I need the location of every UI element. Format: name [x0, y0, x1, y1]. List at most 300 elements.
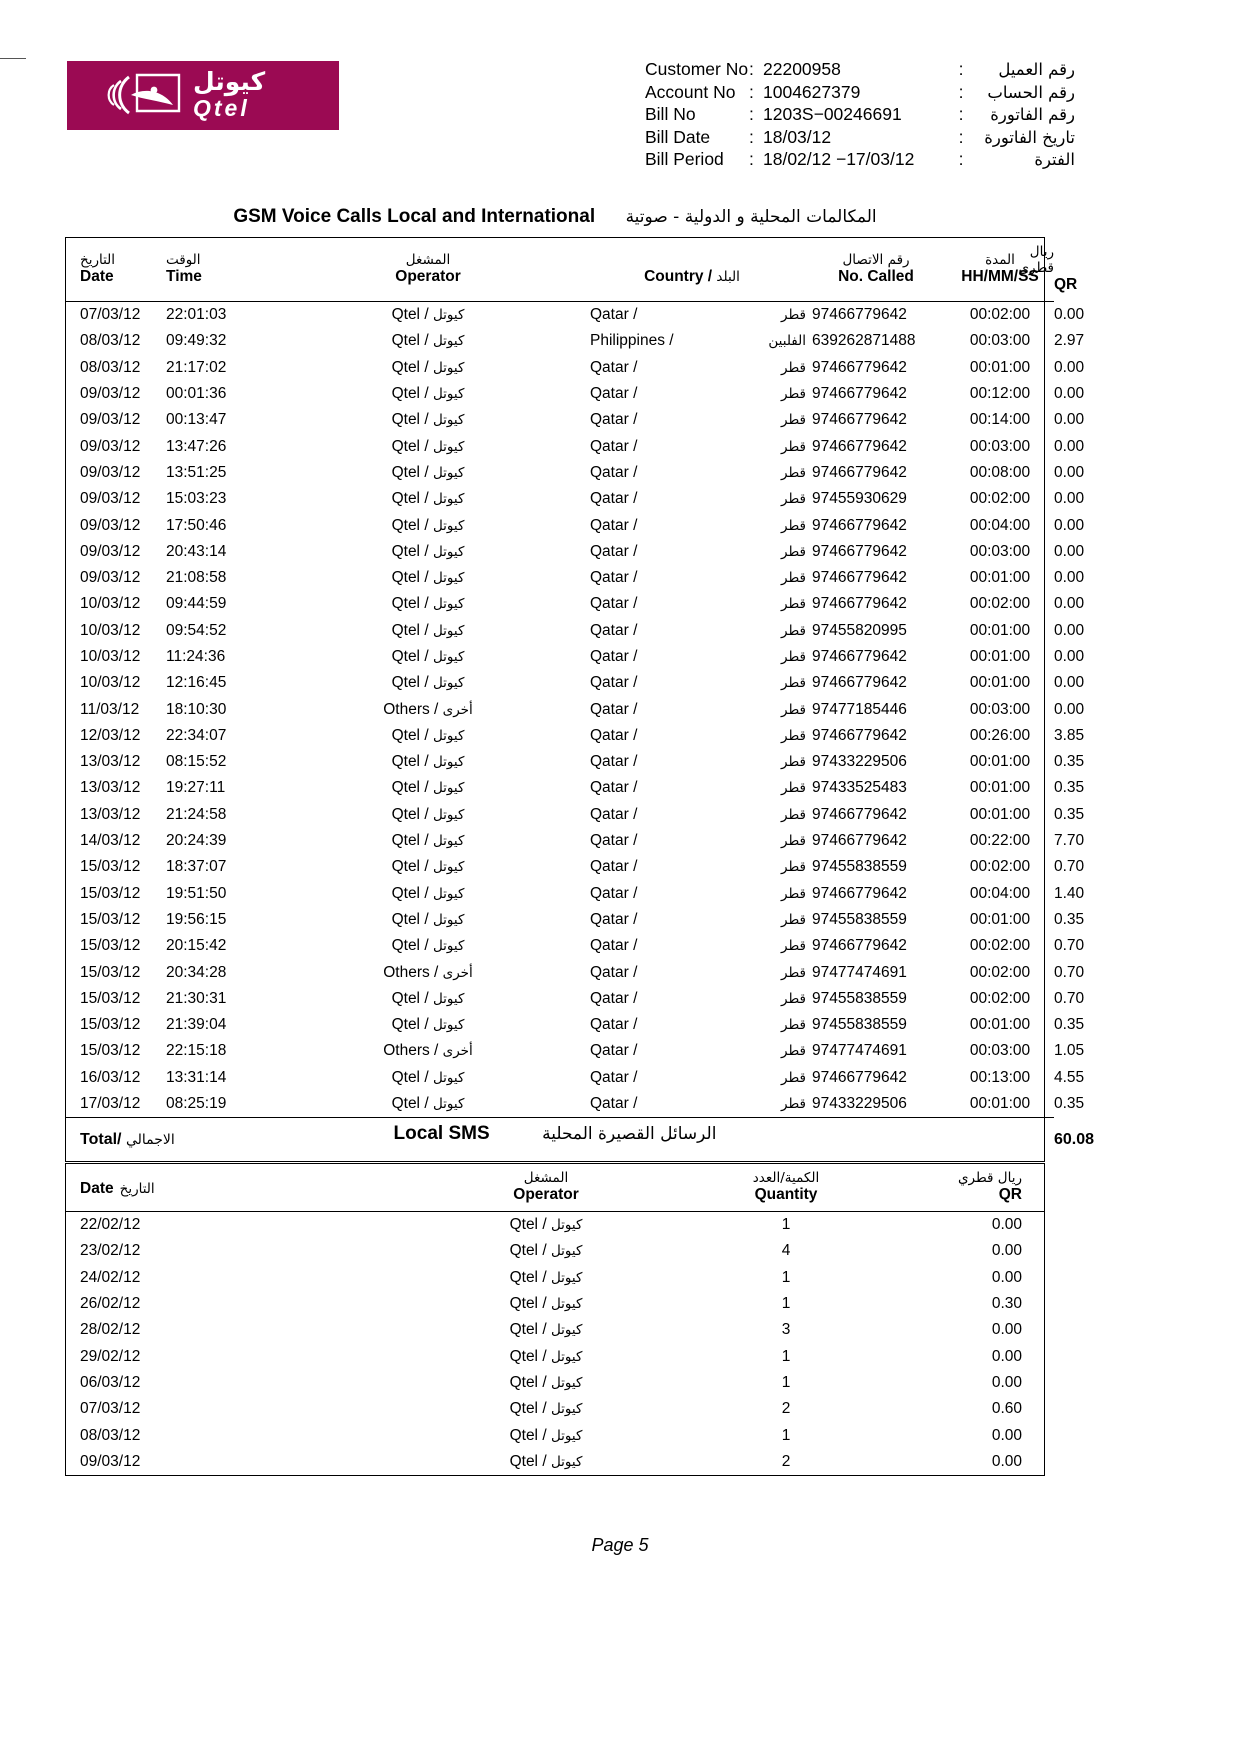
cell-duration: 00:01:00: [969, 779, 1031, 797]
cell-country-arabic: قطر: [781, 386, 806, 403]
meta-label-arabic: رقم العميل: [998, 60, 1075, 79]
sms-col-operator-english: Operator: [513, 1186, 579, 1203]
cell-duration: 00:01:00: [969, 1095, 1031, 1113]
cell-number-called: 97455838559: [812, 910, 907, 928]
cell-quantity: 3: [781, 1321, 791, 1339]
cell-date: 10/03/12: [80, 674, 141, 692]
cell-operator: Others / أخرى: [383, 1042, 473, 1060]
cell-country-arabic: قطر: [781, 438, 806, 455]
table-row: [66, 1265, 1044, 1291]
cell-country: Qatar /: [590, 989, 638, 1007]
sms-col-quantity-arabic: الكمية/العدد: [752, 1170, 820, 1186]
cell-country: Qatar /: [590, 411, 638, 429]
cell-duration: 00:01:00: [969, 805, 1031, 823]
meta-colon: :: [749, 81, 754, 102]
cell-duration: 00:01:00: [969, 621, 1031, 639]
sms-title-english: Local SMS: [393, 1123, 490, 1144]
qtel-logo-latin: Qtel: [193, 95, 250, 121]
cell-date: 15/03/12: [80, 989, 141, 1007]
cell-operator: Qtel / كيوتل: [391, 385, 465, 403]
sms-table-head: [66, 1164, 1044, 1212]
cell-time: 13:31:14: [166, 1068, 227, 1086]
col-country-arabic: البلد: [716, 269, 740, 285]
table-row: [66, 1291, 1044, 1317]
voice-section-title: [65, 206, 1045, 228]
sms-section-title: [65, 1123, 1045, 1145]
cell-date: 15/03/12: [80, 884, 141, 902]
cell-country: Qatar /: [590, 674, 638, 692]
cell-country-arabic: قطر: [781, 1017, 806, 1034]
cell-country-arabic: قطر: [781, 990, 806, 1007]
meta-label: Customer No: [645, 59, 749, 79]
cell-operator: Qtel / كيوتل: [509, 1426, 583, 1444]
cell-quantity: 1: [781, 1268, 791, 1286]
cell-duration: 00:14:00: [969, 411, 1031, 429]
cell-number-called: 97455930629: [812, 490, 907, 508]
col-number-called-english: No. Called: [838, 268, 914, 285]
cell-duration: 00:22:00: [969, 832, 1031, 850]
cell-country: Qatar /: [590, 910, 638, 928]
cell-country-arabic: قطر: [781, 833, 806, 850]
cell-country: Qatar /: [590, 358, 638, 376]
cell-duration: 00:02:00: [969, 989, 1031, 1007]
cell-country-arabic: قطر: [781, 596, 806, 613]
table-row: 15/03/12 21:39:04 Qtel / كيوتل Qatar / قطر 97455838559 00:01:00 0.35: [66, 1012, 1054, 1038]
meta-label: Bill Date: [645, 126, 711, 147]
cell-country: Qatar /: [590, 700, 638, 718]
cell-time: 18:10:30: [166, 700, 227, 718]
cell-date: 09/03/12: [80, 463, 141, 481]
sms-col-operator-arabic: المشغل: [523, 1170, 569, 1186]
cell-quantity: 2: [781, 1400, 791, 1418]
cell-duration: 00:03:00: [969, 1042, 1031, 1060]
cell-number-called: 97466779642: [812, 569, 907, 587]
cell-number-called: 97466779642: [812, 726, 907, 744]
meta-label-arabic: رقم الفاتورة: [990, 105, 1075, 124]
table-row: 10/03/12 09:54:52 Qtel / كيوتل Qatar / قطر 97455820995 00:01:00 0.00: [66, 618, 1054, 644]
col-number-called-arabic: رقم الاتصال: [842, 252, 910, 268]
sms-col-date-english: Date: [80, 1180, 114, 1197]
table-row: 13/03/12 08:15:52 Qtel / كيوتل Qatar / قطر 97433229506 00:01:00 0.35: [66, 749, 1054, 775]
table-row: 08/03/12 09:49:32 Qtel / كيوتل Philippines / الفلبين 639262871488 00:03:00 2.97: [66, 328, 1054, 354]
cell-number-called: 97477474691: [812, 1042, 907, 1060]
cell-time: 19:56:15: [166, 910, 227, 928]
cell-time: 11:24:36: [166, 648, 226, 665]
table-row: 15/03/12 19:51:50 Qtel / كيوتل Qatar / قطر 97466779642 00:04:00 1.40: [66, 881, 1054, 907]
cell-duration: 00:01:00: [969, 674, 1031, 692]
cell-duration: 00:03:00: [969, 700, 1031, 718]
cell-country-arabic: قطر: [781, 675, 806, 692]
cell-date: 26/02/12: [80, 1295, 141, 1313]
cell-date: 15/03/12: [80, 963, 141, 981]
cell-quantity: 1: [781, 1373, 791, 1391]
cell-time: 22:15:18: [166, 1042, 227, 1060]
cell-country: Qatar /: [590, 648, 638, 665]
cell-date: 09/03/12: [80, 542, 141, 560]
cell-date: 09/03/12: [80, 569, 141, 587]
cell-duration: 00:26:00: [969, 726, 1031, 744]
cell-duration: 00:02:00: [969, 490, 1031, 508]
table-row: 09/03/12 21:08:58 Qtel / كيوتل Qatar / قطر 97466779642 00:01:00 0.00: [66, 565, 1054, 591]
cell-country-arabic: قطر: [781, 307, 806, 324]
cell-operator: Qtel / كيوتل: [391, 989, 465, 1007]
col-date-english: Date: [80, 268, 114, 285]
cell-operator: Qtel / كيوتل: [391, 832, 465, 850]
cell-country-arabic: قطر: [781, 964, 806, 981]
cell-time: 20:24:39: [166, 832, 227, 850]
table-row: 10/03/12 11:24:36 Qtel / كيوتل Qatar / قطر 97466779642 00:01:00 0.00: [66, 644, 1054, 670]
table-row: 07/03/12 22:01:03 Qtel / كيوتل Qatar / قطر 97466779642 00:02:00 0.00: [66, 302, 1054, 329]
cell-quantity: 1: [781, 1347, 791, 1365]
cell-operator: Qtel / كيوتل: [391, 621, 465, 639]
meta-colon-arabic: :: [958, 81, 964, 102]
cell-operator: Others / أخرى: [383, 963, 473, 981]
col-time: [166, 238, 278, 301]
table-row: [66, 1343, 1044, 1369]
col-country-english: Country: [644, 268, 704, 285]
voice-total-label-arabic: الاجمالي: [125, 1131, 175, 1148]
cell-time: 20:43:14: [166, 542, 227, 560]
cell-operator: Qtel / كيوتل: [391, 358, 465, 376]
meta-value: 1203S−00246691: [763, 104, 902, 124]
table-row: 15/03/12 21:30:31 Qtel / كيوتل Qatar / قطر 97455838559 00:02:00 0.70: [66, 986, 1054, 1012]
col-operator: [278, 238, 578, 301]
col-date-arabic: التاريخ: [80, 252, 116, 268]
cell-country: Qatar /: [590, 937, 638, 955]
cell-operator: Qtel / كيوتل: [509, 1373, 583, 1391]
cell-country-arabic: قطر: [781, 1069, 806, 1086]
cell-date: 22/02/12: [80, 1216, 141, 1234]
sms-col-qr-english: QR: [998, 1186, 1022, 1203]
cell-number-called: 97455838559: [812, 858, 907, 876]
col-date: [66, 238, 166, 301]
cell-duration: 00:03:00: [969, 332, 1031, 350]
bill-header: [0, 0, 1240, 185]
cell-country-arabic: قطر: [781, 1043, 806, 1060]
cell-quantity: 1: [781, 1295, 791, 1313]
cell-qr: 0.60: [991, 1400, 1022, 1418]
cell-date: 28/02/12: [80, 1321, 141, 1339]
cell-operator: Qtel / كيوتل: [509, 1321, 583, 1339]
cell-number-called: 97466779642: [812, 937, 907, 955]
cell-country: Qatar /: [590, 569, 638, 587]
table-row: [66, 1238, 1044, 1264]
cell-quantity: 2: [781, 1452, 791, 1470]
table-row: 08/03/12 21:17:02 Qtel / كيوتل Qatar / قطر 97466779642 00:01:00 0.00: [66, 355, 1054, 381]
table-row: [66, 1422, 1044, 1448]
cell-date: 17/03/12: [80, 1095, 141, 1113]
table-row: 15/03/12 19:56:15 Qtel / كيوتل Qatar / قطر 97455838559 00:01:00 0.35: [66, 907, 1054, 933]
table-row: 15/03/12 18:37:07 Qtel / كيوتل Qatar / قطر 97455838559 00:02:00 0.70: [66, 854, 1054, 880]
cell-duration: 00:04:00: [969, 884, 1031, 902]
cell-time: 21:24:58: [166, 805, 227, 823]
cell-duration: 00:02:00: [969, 963, 1031, 981]
cell-date: 10/03/12: [80, 595, 141, 613]
cell-number-called: 97466779642: [812, 437, 907, 455]
cell-time: 09:54:52: [166, 621, 227, 639]
cell-quantity: 4: [781, 1242, 791, 1260]
cell-quantity: 1: [781, 1216, 791, 1234]
cell-date: 14/03/12: [80, 832, 141, 850]
cell-time: 13:51:25: [166, 463, 227, 481]
qtel-logo-arabic: كيوتل: [193, 67, 266, 96]
meta-value: 1004627379: [763, 81, 861, 102]
voice-table-head: [66, 238, 1078, 302]
cell-qr: 0.00: [991, 1347, 1022, 1365]
cell-qr: 0.00: [991, 1321, 1022, 1339]
cell-qr: 0.00: [991, 1268, 1022, 1286]
cell-date: 29/02/12: [80, 1347, 141, 1365]
cell-duration: 00:01:00: [969, 648, 1031, 665]
cell-duration: 00:13:00: [969, 1068, 1031, 1086]
meta-colon-arabic: :: [958, 59, 964, 79]
meta-row-bill-date: [645, 126, 1075, 149]
cell-time: 00:13:47: [166, 411, 227, 429]
cell-date: 13/03/12: [80, 753, 141, 771]
cell-operator: Qtel / كيوتل: [391, 332, 465, 350]
cell-country: Qatar /: [590, 726, 638, 744]
voice-calls-table: [65, 237, 1095, 1162]
sms-header-row: [66, 1164, 1044, 1211]
cell-date: 09/03/12: [80, 490, 141, 508]
cell-operator: Qtel / كيوتل: [391, 569, 465, 587]
cell-number-called: 97466779642: [812, 648, 907, 665]
cell-country-arabic: قطر: [781, 649, 806, 665]
cell-operator: Qtel / كيوتل: [391, 884, 465, 902]
cell-operator: Qtel / كيوتل: [509, 1268, 583, 1286]
cell-time: 08:25:19: [166, 1095, 227, 1113]
cell-country: Qatar /: [590, 1042, 638, 1060]
cell-time: 18:37:07: [166, 858, 227, 876]
cell-time: 19:51:50: [166, 884, 227, 902]
cell-date: 23/02/12: [80, 1242, 141, 1260]
table-row: 13/03/12 21:24:58 Qtel / كيوتل Qatar / قطر 97466779642 00:01:00 0.35: [66, 802, 1054, 828]
sms-col-operator: [396, 1164, 696, 1211]
cell-date: 08/03/12: [80, 1426, 141, 1444]
cell-date: 15/03/12: [80, 1042, 141, 1060]
cell-duration: 00:02:00: [969, 306, 1031, 324]
cell-date: 09/03/12: [80, 411, 141, 429]
cell-operator: Qtel / كيوتل: [391, 937, 465, 955]
cell-date: 11/03/12: [80, 700, 140, 718]
cell-country-arabic: قطر: [781, 780, 806, 797]
cell-operator: Qtel / كيوتل: [391, 1016, 465, 1034]
sms-col-quantity: [696, 1164, 876, 1211]
cell-date: 15/03/12: [80, 1016, 141, 1034]
cell-country-arabic: الفلبين: [768, 333, 806, 350]
col-duration-english: HH/MM/SS: [961, 268, 1039, 285]
cell-date: 15/03/12: [80, 910, 141, 928]
meta-row-bill-no: [645, 103, 1075, 126]
cell-operator: Qtel / كيوتل: [391, 779, 465, 797]
voice-header-row: التاريخ Date الوقت Time المشغل Operator Country / البلد رقم الاتصال No. Called المدة HH/MM/SS ريال قطري QR: [66, 238, 1054, 301]
cell-number-called: 97466779642: [812, 358, 907, 376]
cell-country: Qatar /: [590, 1095, 638, 1113]
cell-time: 13:47:26: [166, 437, 227, 455]
cell-country: Qatar /: [590, 385, 638, 403]
cell-time: 09:44:59: [166, 595, 227, 613]
cell-country: Qatar /: [590, 542, 638, 560]
cell-operator: Qtel / كيوتل: [391, 910, 465, 928]
voice-total-label-english: Total/: [80, 1130, 122, 1148]
sms-col-qr-arabic: ريال قطري: [957, 1170, 1022, 1186]
table-row: 15/03/12 20:34:28 Others / أخرى Qatar / قطر 97477474691 00:02:00 0.70: [66, 959, 1054, 985]
cell-operator: Qtel / كيوتل: [391, 1095, 465, 1113]
cell-date: 15/03/12: [80, 937, 141, 955]
cell-country-arabic: قطر: [781, 570, 806, 587]
cell-time: 20:15:42: [166, 937, 227, 955]
cell-country-arabic: قطر: [781, 491, 806, 508]
cell-qr: 0.30: [991, 1295, 1022, 1313]
table-row: 09/03/12 17:50:46 Qtel / كيوتل Qatar / قطر 97466779642 00:04:00 0.00: [66, 512, 1054, 538]
cell-duration: 00:02:00: [969, 858, 1031, 876]
cell-date: 09/03/12: [80, 385, 141, 403]
cell-operator: Qtel / كيوتل: [391, 595, 465, 613]
table-row: 10/03/12 09:44:59 Qtel / كيوتل Qatar / قطر 97466779642 00:02:00 0.00: [66, 591, 1054, 617]
cell-date: 13/03/12: [80, 779, 141, 797]
cell-country-arabic: قطر: [781, 412, 806, 429]
cell-date: 09/03/12: [80, 437, 141, 455]
meta-colon: :: [749, 149, 754, 169]
page-footer: Page 5: [591, 1535, 649, 1555]
cell-time: 08:15:52: [166, 753, 227, 771]
sms-col-qr: [876, 1164, 1044, 1211]
cell-country: Qatar /: [590, 463, 638, 481]
cell-duration: 00:12:00: [969, 385, 1031, 403]
cell-country-arabic: قطر: [781, 859, 806, 876]
cell-country: Qatar /: [590, 753, 638, 771]
cell-number-called: 97433525483: [812, 779, 907, 797]
cell-number-called: 97466779642: [812, 884, 907, 902]
cell-operator: Qtel / كيوتل: [509, 1347, 583, 1365]
cell-duration: 00:03:00: [969, 542, 1031, 560]
cell-number-called: 97433229506: [812, 1095, 907, 1113]
cell-country-arabic: قطر: [781, 622, 806, 639]
cell-number-called: 97455838559: [812, 1016, 907, 1034]
cell-operator: Qtel / كيوتل: [391, 516, 465, 534]
cell-date: 10/03/12: [80, 648, 141, 665]
cell-country-arabic: قطر: [781, 464, 806, 481]
meta-label-arabic: تاريخ الفاتورة: [984, 127, 1075, 147]
cell-number-called: 97466779642: [812, 674, 907, 692]
cell-number-called: 97466779642: [812, 516, 907, 534]
table-row: 09/03/12 13:51:25 Qtel / كيوتل Qatar / قطر 97466779642 00:08:00 0.00: [66, 460, 1054, 486]
cell-duration: 00:04:00: [969, 516, 1031, 534]
cell-number-called: 97477474691: [812, 963, 907, 981]
table-row: 15/03/12 20:15:42 Qtel / كيوتل Qatar / قطر 97466779642 00:02:00 0.70: [66, 933, 1054, 959]
cell-country: Qatar /: [590, 832, 638, 850]
cell-country: Qatar /: [590, 306, 638, 324]
cell-country: Qatar /: [590, 858, 638, 876]
cell-operator: Qtel / كيوتل: [391, 490, 465, 508]
cell-number-called: 97466779642: [812, 411, 907, 429]
sms-col-date-arabic: التاريخ: [119, 1181, 155, 1197]
cell-country: Qatar /: [590, 1068, 638, 1086]
sms-table-body: [66, 1212, 1044, 1475]
table-row: 13/03/12 19:27:11 Qtel / كيوتل Qatar / قطر 97433525483 00:01:00 0.35: [66, 775, 1054, 801]
cell-country-arabic: قطر: [781, 938, 806, 955]
cell-date: 06/03/12: [80, 1373, 141, 1391]
cell-operator: Qtel / كيوتل: [509, 1216, 583, 1234]
cell-date: 16/03/12: [80, 1068, 141, 1086]
cell-date: 13/03/12: [80, 805, 141, 823]
voice-total-row: Total/ الاجمالي 60.08: [66, 1118, 1054, 1162]
cell-operator: Qtel / كيوتل: [391, 726, 465, 744]
table-row: [66, 1396, 1044, 1422]
meta-row-account-no: [645, 81, 1075, 104]
qtel-logo-mark: [107, 71, 185, 119]
table-row: [66, 1449, 1044, 1475]
cell-qr: 0.00: [991, 1452, 1022, 1470]
cell-number-called: 97455820995: [812, 621, 907, 639]
cell-country-arabic: قطر: [781, 1096, 806, 1113]
table-row: 09/03/12 13:47:26 Qtel / كيوتل Qatar / قطر 97466779642 00:03:00 0.00: [66, 433, 1054, 459]
table-row: 12/03/12 22:34:07 Qtel / كيوتل Qatar / قطر 97466779642 00:26:00 3.85: [66, 723, 1054, 749]
cell-operator: Qtel / كيوتل: [391, 648, 465, 665]
cell-number-called: 97477185446: [812, 700, 907, 718]
meta-value: 22200958: [763, 59, 841, 79]
col-duration-arabic: المدة: [985, 252, 1015, 268]
qtel-logo: [67, 61, 339, 130]
cell-operator: Qtel / كيوتل: [391, 411, 465, 429]
voice-title-arabic: المكالمات المحلية و الدولية - صوتية: [625, 207, 877, 227]
meta-label-arabic: الفترة: [1034, 150, 1075, 169]
cell-time: 00:01:36: [166, 385, 227, 403]
cell-qr: 0.00: [991, 1426, 1022, 1444]
table-row: [66, 1370, 1044, 1396]
meta-row-customer-no: [645, 58, 1075, 81]
cell-number-called: 97466779642: [812, 306, 907, 324]
cell-time: 22:34:07: [166, 726, 227, 744]
cell-country-arabic: قطر: [781, 754, 806, 771]
cell-date: 08/03/12: [80, 332, 141, 350]
meta-colon-arabic: :: [958, 126, 964, 147]
cell-country: Qatar /: [590, 516, 638, 534]
cell-date: 07/03/12: [80, 1400, 141, 1418]
cell-number-called: 97466779642: [812, 1068, 907, 1086]
cell-date: 12/03/12: [80, 726, 141, 744]
col-time-arabic: الوقت: [166, 252, 201, 268]
meta-value: 18/02/12 −17/03/12: [763, 149, 915, 169]
table-row: [66, 1212, 1044, 1239]
cell-number-called: 97466779642: [812, 805, 907, 823]
cell-operator: Qtel / كيوتل: [391, 437, 465, 455]
cell-operator: Qtel / كيوتل: [509, 1400, 583, 1418]
cell-date: 10/03/12: [80, 621, 141, 639]
cell-operator: Qtel / كيوتل: [509, 1452, 583, 1470]
table-row: 16/03/12 13:31:14 Qtel / كيوتل Qatar / قطر 97466779642 00:13:00 4.55: [66, 1065, 1054, 1091]
cell-qr: 0.00: [991, 1242, 1022, 1260]
cell-operator: Qtel / كيوتل: [391, 463, 465, 481]
col-country: [578, 238, 806, 301]
table-row: 09/03/12 00:13:47 Qtel / كيوتل Qatar / قطر 97466779642 00:14:00 0.00: [66, 407, 1054, 433]
meta-label-arabic: رقم الحساب: [987, 82, 1075, 102]
cell-time: 21:30:31: [166, 989, 227, 1007]
cell-operator: Qtel / كيوتل: [391, 542, 465, 560]
col-time-english: Time: [166, 268, 202, 285]
cell-operator: Qtel / كيوتل: [509, 1242, 583, 1260]
bill-meta: [645, 58, 1075, 171]
cell-time: 15:03:23: [166, 490, 227, 508]
table-row: 15/03/12 22:15:18 Others / أخرى Qatar / قطر 97477474691 00:03:00 1.05: [66, 1038, 1054, 1064]
table-row: [66, 1317, 1044, 1343]
sms-title-arabic: الرسائل القصيرة المحلية: [542, 1124, 717, 1144]
local-sms-table: [65, 1163, 1045, 1476]
cell-time: 19:27:11: [166, 779, 226, 797]
cell-operator: Others / أخرى: [383, 700, 473, 718]
cell-time: 21:17:02: [166, 358, 227, 376]
cell-duration: 00:01:00: [969, 753, 1031, 771]
